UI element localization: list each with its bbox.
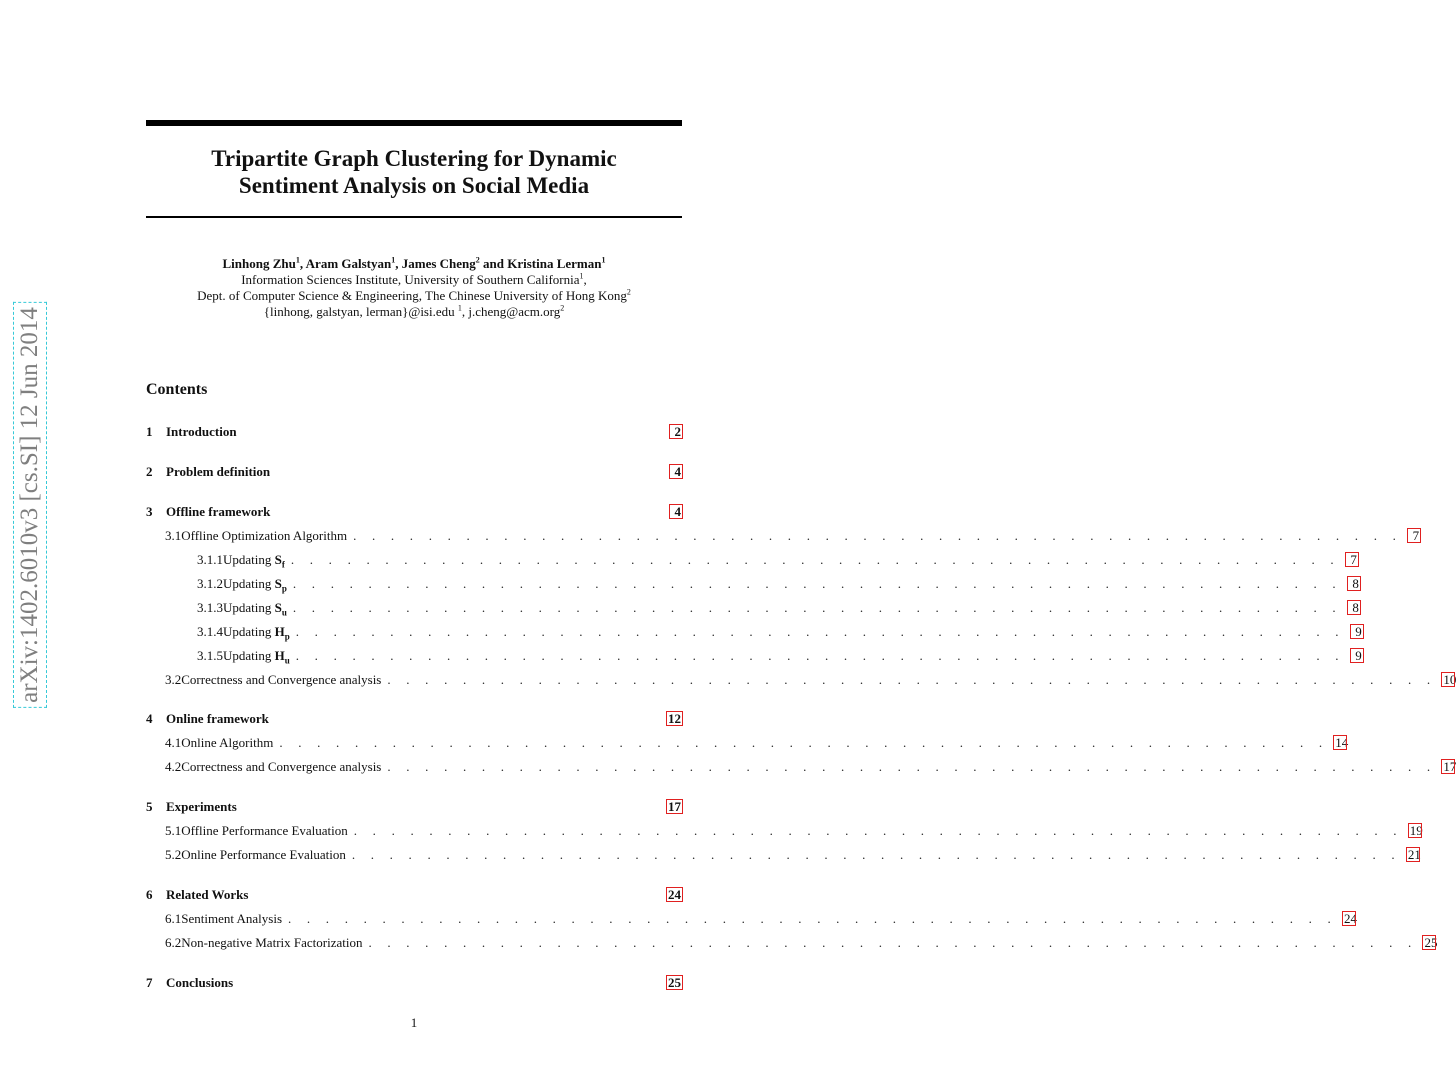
- author-name: James Cheng: [401, 256, 476, 271]
- affiliation-2: [120, 288, 708, 304]
- toc-page-link[interactable]: 24: [1343, 911, 1357, 926]
- affiliation-text: Information Sciences Institute, University of Southern California: [241, 272, 580, 287]
- toc-matrix-symbol: S: [274, 600, 282, 615]
- toc-section-title[interactable]: [181, 910, 282, 928]
- toc-entry[interactable]: [165, 846, 1421, 864]
- author-emails: [120, 304, 708, 320]
- toc-leader-dots: . . . . . . . . . . . . . . . . . . . . . . . . . . . . . . . . . . . . . . . . . . . . . . . . . . . . . . . .: [279, 735, 1329, 750]
- arxiv-identifier-link[interactable]: arXiv:1402.6010v3 [cs.SI] 12 Jun 2014: [16, 307, 43, 703]
- toc-matrix-subscript: p: [281, 583, 287, 594]
- author-name: Kristina Lerman: [507, 256, 602, 271]
- toc-leader-dots: . . . . . . . . . . . . . . . . . . . . . . . . . . . . . . . . . . . . . . . . . . . . . . . . . . . . . . . .: [295, 624, 1345, 639]
- toc-matrix-subscript: u: [281, 607, 287, 618]
- toc-leader-dots: . . . . . . . . . . . . . . . . . . . . . . . . . . . . . . . . . . . . . . . . . . . . . . . . . . . . . . . .: [351, 847, 1401, 862]
- toc-section-number: 3.1.4: [197, 624, 223, 639]
- toc-entry[interactable]: [146, 503, 682, 521]
- toc-entry[interactable]: [146, 798, 682, 816]
- toc-matrix-symbol: H: [274, 624, 285, 639]
- toc-section-title[interactable]: [166, 798, 237, 816]
- affiliation-text: Dept. of Computer Science & Engineering, The Chinese University of Hong Kong: [197, 288, 627, 303]
- toc-entry[interactable]: [197, 647, 1362, 666]
- arxiv-sidebar: [8, 280, 52, 730]
- toc-title-text: Correctness and Convergence analysis: [181, 672, 382, 687]
- affiliation-1: [120, 272, 708, 288]
- toc-section-number: 1: [146, 424, 153, 439]
- toc-title-text: Related Works: [166, 887, 249, 902]
- toc-entry[interactable]: [197, 575, 1359, 594]
- toc-section-title[interactable]: [166, 974, 233, 992]
- toc-section-number: 3.1.3: [197, 600, 223, 615]
- toc-page-link[interactable]: 4: [670, 465, 682, 478]
- toc-title-text: Experiments: [166, 799, 237, 814]
- author-affil-mark: 1: [391, 255, 396, 265]
- toc-section-title[interactable]: [181, 934, 362, 952]
- toc-page-link[interactable]: 21: [1407, 847, 1421, 862]
- author-name: Aram Galstyan: [305, 256, 392, 271]
- toc-page-link[interactable]: 14: [1335, 735, 1349, 750]
- toc-entry[interactable]: [197, 623, 1362, 642]
- toc-page-link[interactable]: 9: [1351, 625, 1363, 638]
- toc-title-text: Offline framework: [166, 504, 271, 519]
- toc-entry[interactable]: [165, 734, 1349, 752]
- toc-page-link[interactable]: 24: [668, 887, 681, 902]
- toc-entry[interactable]: [146, 974, 682, 992]
- email-text: , j.cheng@acm.org: [461, 304, 561, 319]
- author-affil-mark: 1: [295, 255, 300, 265]
- author-and: and: [479, 256, 508, 271]
- affiliation-punct: ,: [583, 272, 587, 287]
- paper-title: [146, 145, 682, 199]
- toc-section-number: 5.1: [165, 823, 182, 838]
- toc-entry[interactable]: [165, 822, 1423, 840]
- toc-section-title[interactable]: [181, 822, 348, 840]
- toc-matrix-symbol: H: [274, 648, 285, 663]
- toc-title-text: Introduction: [166, 424, 237, 439]
- toc-page-link[interactable]: 17: [1443, 759, 1456, 774]
- toc-title-text: Conclusions: [166, 975, 234, 990]
- toc-section-number: 5.2: [165, 847, 182, 862]
- toc-entry[interactable]: [146, 886, 682, 904]
- toc-page-link[interactable]: 2: [670, 425, 682, 438]
- toc-title-text: Updating: [223, 576, 275, 591]
- toc-section-number: 3.1.1: [197, 552, 223, 567]
- author-separator: ,: [299, 256, 306, 271]
- toc-title-text: Online Performance Evaluation: [181, 847, 346, 862]
- toc-title-text: Sentiment Analysis: [181, 911, 282, 926]
- toc-section-number: 3.1.2: [197, 576, 223, 591]
- toc-title-text: Offline Performance Evaluation: [181, 823, 348, 838]
- toc-title-text: Non-negative Matrix Factorization: [181, 935, 363, 950]
- toc-entry[interactable]: [165, 758, 1456, 776]
- toc-page-link[interactable]: 4: [670, 505, 682, 518]
- toc-section-title[interactable]: [223, 647, 290, 670]
- toc-page-link[interactable]: 8: [1348, 601, 1360, 614]
- toc-entry[interactable]: [197, 551, 1357, 570]
- contents-heading: Contents: [146, 381, 208, 398]
- author-affil-mark: 2: [475, 255, 480, 265]
- title-line-2: Sentiment Analysis on Social Media: [238, 173, 590, 198]
- toc-matrix-subscript: u: [284, 655, 290, 666]
- toc-page-link[interactable]: 9: [1351, 649, 1363, 662]
- toc-section-number: 3.2: [165, 672, 182, 687]
- toc-matrix-symbol: S: [274, 552, 282, 567]
- toc-leader-dots: . . . . . . . . . . . . . . . . . . . . . . . . . . . . . . . . . . . . . . . . . . . . . . . . . . . . . . . .: [292, 600, 1342, 615]
- toc-section-title[interactable]: [223, 575, 287, 598]
- toc-section-title[interactable]: [181, 671, 381, 689]
- toc-section-title[interactable]: [166, 886, 248, 904]
- toc-section-title[interactable]: [223, 599, 287, 622]
- toc-title-text: Updating: [223, 600, 275, 615]
- affiliation-mark: 2: [626, 287, 631, 297]
- toc-section-number: 3: [146, 504, 153, 519]
- toc-page-link[interactable]: 7: [1408, 529, 1420, 542]
- toc-page-link[interactable]: 10: [1443, 672, 1456, 687]
- toc-section-title[interactable]: [223, 623, 290, 646]
- toc-section-title[interactable]: [166, 463, 270, 481]
- toc-leader-dots: . . . . . . . . . . . . . . . . . . . . . . . . . . . . . . . . . . . . . . . . . . . . . . . . . . . . . . . .: [353, 528, 1403, 543]
- toc-section-number: 4.2: [165, 759, 182, 774]
- toc-section-title[interactable]: [181, 846, 346, 864]
- toc-section-number: 6: [146, 887, 153, 902]
- author-affil-mark: 1: [601, 255, 606, 265]
- toc-leader-dots: . . . . . . . . . . . . . . . . . . . . . . . . . . . . . . . . . . . . . . . . . . . . . . . . . . . . . . . .: [387, 759, 1437, 774]
- toc-leader-dots: . . . . . . . . . . . . . . . . . . . . . . . . . . . . . . . . . . . . . . . . . . . . . . . . . . . . . . . .: [292, 576, 1342, 591]
- toc-page-link[interactable]: 17: [668, 799, 681, 814]
- toc-title-text: Updating: [223, 552, 275, 567]
- toc-entry[interactable]: [146, 463, 682, 481]
- title-top-rule: [146, 120, 682, 126]
- email-text: {linhong, galstyan, lerman}@isi.edu: [263, 304, 458, 319]
- toc-section-title[interactable]: [223, 551, 285, 574]
- toc-entry[interactable]: [165, 910, 1357, 928]
- toc-leader-dots: . . . . . . . . . . . . . . . . . . . . . . . . . . . . . . . . . . . . . . . . . . . . . . . . . . . . . . . .: [387, 672, 1437, 687]
- toc-leader-dots: . . . . . . . . . . . . . . . . . . . . . . . . . . . . . . . . . . . . . . . . . . . . . . . . . . . . . . . .: [290, 552, 1340, 567]
- toc-entry[interactable]: [165, 671, 1456, 689]
- toc-matrix-symbol: S: [274, 576, 282, 591]
- page-number: 1: [410, 1015, 418, 1030]
- toc-title-text: Offline Optimization Algorithm: [181, 528, 348, 543]
- toc-title-text: Updating: [223, 648, 275, 663]
- toc-section-number: 3.1: [165, 528, 182, 543]
- toc-section-title[interactable]: [181, 734, 273, 752]
- toc-title-text: Problem definition: [166, 464, 271, 479]
- author-name: Linhong Zhu: [222, 256, 296, 271]
- author-names: [120, 256, 708, 272]
- toc-section-number: 5: [146, 799, 153, 814]
- toc-page-link[interactable]: 8: [1348, 577, 1360, 590]
- toc-section-title[interactable]: [166, 423, 237, 441]
- toc-section-title[interactable]: [181, 527, 347, 545]
- toc-section-title[interactable]: [166, 503, 270, 521]
- toc-section-number: 3.1.5: [197, 648, 223, 663]
- toc-section-number: 6.1: [165, 911, 182, 926]
- toc-section-number: 2: [146, 464, 153, 479]
- toc-section-number: 6.2: [165, 935, 182, 950]
- toc-leader-dots: . . . . . . . . . . . . . . . . . . . . . . . . . . . . . . . . . . . . . . . . . . . . . . . . . . . . . . . .: [368, 935, 1418, 950]
- toc-page-link[interactable]: 19: [1409, 823, 1423, 838]
- toc-entry[interactable]: [197, 599, 1359, 618]
- email-mark: 1: [457, 303, 462, 313]
- toc-section-title[interactable]: [181, 758, 381, 776]
- toc-entry[interactable]: [146, 710, 682, 728]
- toc-leader-dots: . . . . . . . . . . . . . . . . . . . . . . . . . . . . . . . . . . . . . . . . . . . . . . . . . . . . . . . .: [295, 648, 1345, 663]
- toc-title-text: Online framework: [166, 711, 269, 726]
- toc-matrix-subscript: p: [284, 631, 290, 642]
- author-separator: ,: [395, 256, 402, 271]
- toc-section-number: 4: [146, 711, 153, 726]
- title-bottom-rule: [146, 216, 682, 218]
- toc-leader-dots: . . . . . . . . . . . . . . . . . . . . . . . . . . . . . . . . . . . . . . . . . . . . . . . . . . . . . . . .: [288, 911, 1337, 926]
- title-line-1: Tripartite Graph Clustering for Dynamic: [211, 146, 617, 171]
- toc-matrix-subscript: f: [281, 559, 285, 570]
- toc-section-number: 7: [146, 975, 153, 990]
- toc-title-text: Updating: [223, 624, 275, 639]
- toc-entry[interactable]: [165, 934, 1438, 952]
- toc-page-link[interactable]: 7: [1346, 553, 1358, 566]
- toc-page-link[interactable]: 25: [1424, 935, 1438, 950]
- affiliation-mark: 1: [579, 271, 584, 281]
- toc-section-number: 4.1: [165, 735, 182, 750]
- toc-entry[interactable]: [165, 527, 1420, 545]
- toc-leader-dots: . . . . . . . . . . . . . . . . . . . . . . . . . . . . . . . . . . . . . . . . . . . . . . . . . . . . . . . .: [353, 823, 1403, 838]
- toc-page-link[interactable]: 25: [668, 975, 681, 990]
- toc-page-link[interactable]: 12: [668, 711, 681, 726]
- toc-section-title[interactable]: [166, 710, 269, 728]
- toc-title-text: Correctness and Convergence analysis: [181, 759, 382, 774]
- author-block: [120, 256, 708, 320]
- toc-entry[interactable]: [146, 423, 682, 441]
- toc-title-text: Online Algorithm: [181, 735, 274, 750]
- email-mark: 2: [560, 303, 565, 313]
